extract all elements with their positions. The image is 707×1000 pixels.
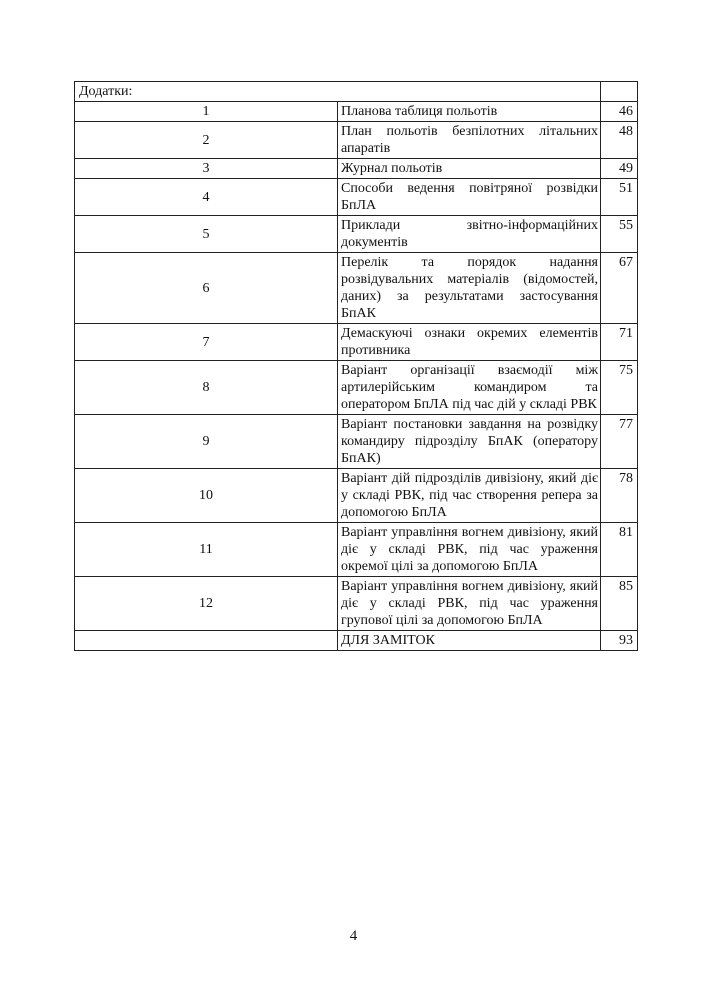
appendix-number: 6 [75,253,338,324]
appendix-title: Варіант управління вогнем дивізіону, який діє у складі РВК, під час ураження окремої цілі за допомогою БпЛА [338,523,601,577]
appendix-number: 4 [75,179,338,216]
appendix-title: Демаскуючі ознаки окремих елементів противника [338,324,601,361]
appendix-table-body [75,82,638,651]
appendix-page: 78 [601,469,638,523]
appendix-number: 3 [75,159,338,179]
appendix-page: 85 [601,577,638,631]
appendix-page: 46 [601,102,638,122]
appendix-title: Варіант організації взаємодії між артилерійським командиром та оператором БпЛА під час дій у складі РВК [338,361,601,415]
appendix-row [75,523,638,577]
appendix-header: Додатки: [75,82,601,102]
appendix-page: 81 [601,523,638,577]
appendix-page: 48 [601,122,638,159]
appendix-title: Способи ведення повітряної розвідки БпЛА [338,179,601,216]
appendix-page: 51 [601,179,638,216]
appendix-row [75,631,638,651]
appendix-row [75,324,638,361]
appendix-number: 5 [75,216,338,253]
appendix-row [75,216,638,253]
appendix-number [75,631,338,651]
appendix-title: ДЛЯ ЗАМІТОК [338,631,601,651]
appendix-page: 93 [601,631,638,651]
appendix-row [75,159,638,179]
appendix-number: 1 [75,102,338,122]
appendix-header-row [75,82,638,102]
appendix-row [75,577,638,631]
appendix-row [75,122,638,159]
appendix-page: 77 [601,415,638,469]
appendix-number: 2 [75,122,338,159]
appendix-title: Журнал польотів [338,159,601,179]
appendix-number: 11 [75,523,338,577]
appendix-number: 12 [75,577,338,631]
appendix-page: 55 [601,216,638,253]
appendix-number: 7 [75,324,338,361]
appendix-title: Планова таблиця польотів [338,102,601,122]
appendix-row [75,415,638,469]
appendix-title: Варіант управління вогнем дивізіону, який діє у складі РВК, під час ураження групової цілі за допомогою БпЛА [338,577,601,631]
appendix-page: 49 [601,159,638,179]
appendix-number: 9 [75,415,338,469]
appendix-number: 10 [75,469,338,523]
appendix-title: План польотів безпілотних літальних апаратів [338,122,601,159]
appendix-row [75,102,638,122]
page-number: 4 [349,928,358,944]
appendix-title: Варіант дій підрозділів дивізіону, який діє у складі РВК, під час створення репера за допомогою БпЛА [338,469,601,523]
appendix-number: 8 [75,361,338,415]
appendix-page: 71 [601,324,638,361]
appendix-header-page-cell [601,82,638,102]
appendix-table [74,81,638,651]
appendix-row [75,253,638,324]
appendix-title: Перелік та порядок надання розвідувальних матеріалів (відомостей, даних) за результатами застосування БпАК [338,253,601,324]
appendix-row [75,361,638,415]
appendix-title: Приклади звітно-інформаційних документів [338,216,601,253]
appendix-page: 67 [601,253,638,324]
appendix-title: Варіант постановки завдання на розвідку командиру підрозділу БпАК (оператору БпАК) [338,415,601,469]
appendix-row [75,469,638,523]
appendix-page: 75 [601,361,638,415]
appendix-row [75,179,638,216]
